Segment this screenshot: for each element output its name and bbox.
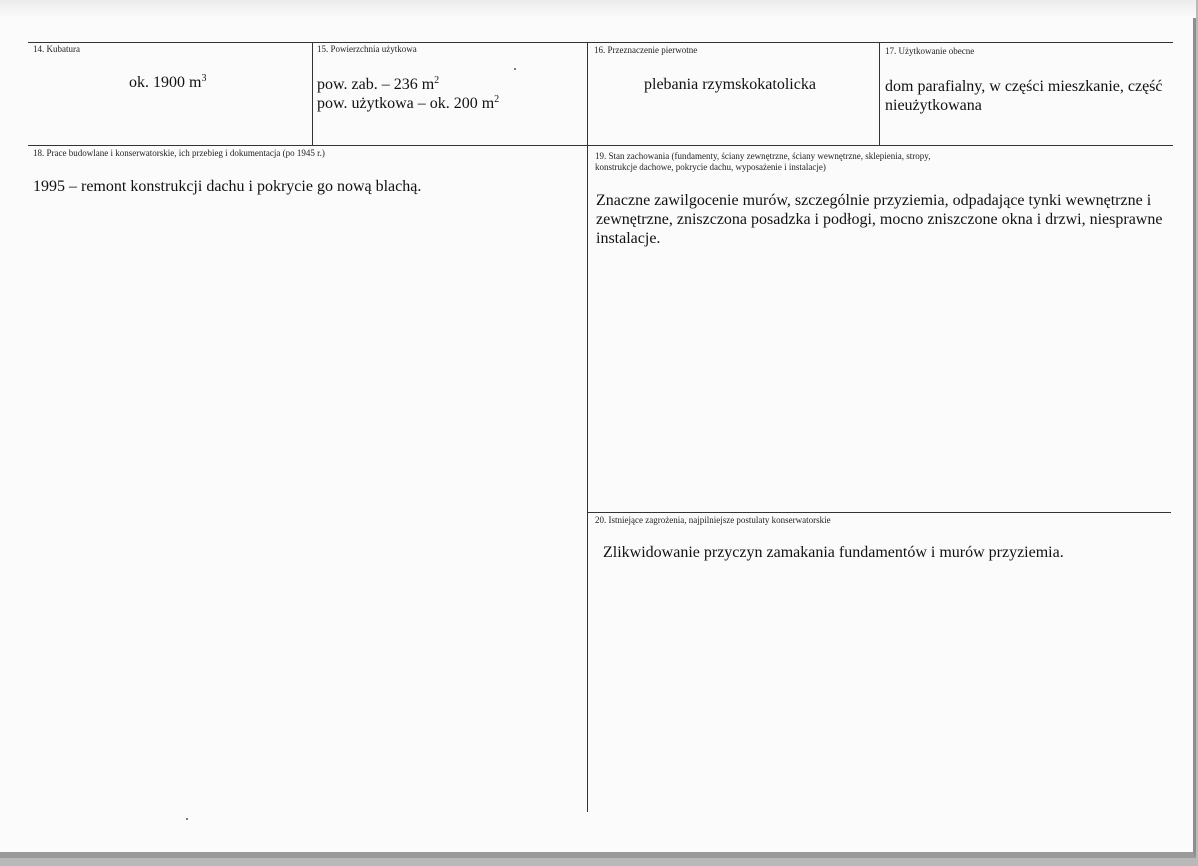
field-19-value: Znaczne zawilgocenie murów, szczególnie przyziemia, odpadające tynki wewnętrzne i zewnętrzne, zniszczona posadzka i podłogi, mocno zniszczone okna i drzwi, niesprawne instalacje. <box>596 192 1163 247</box>
field-17-label: 17. Użytkowanie obecne <box>885 46 975 56</box>
field-16-value: plebania rzymskokatolicka <box>644 76 816 93</box>
scan-speck <box>514 68 516 70</box>
field-14-label: 14. Kubatura <box>33 44 80 54</box>
section20-rule <box>587 512 1171 513</box>
col-divider-2 <box>587 42 588 812</box>
field-19-label-line-2: konstrukcje dachowe, pokrycie dachu, wyposażenie i instalacje) <box>595 162 826 172</box>
col-divider-1 <box>312 42 313 145</box>
field-16-label: 16. Przeznaczenie pierwotne <box>594 45 698 55</box>
col-divider-3 <box>879 42 880 145</box>
field-18-label: 18. Prace budowlane i konserwatorskie, ich przebieg i dokumentacja (po 1945 r.) <box>33 148 325 158</box>
field-19-label <box>595 151 930 173</box>
field-20-value: Zlikwidowanie przyczyn zamakania fundamentów i murów przyziemia. <box>603 544 1064 561</box>
scan-shadow <box>0 0 1196 18</box>
field-17-value: dom parafialny, w części mieszkanie, część nieużytkowana <box>885 78 1163 114</box>
scan-speck <box>186 818 188 820</box>
row1-bottom-rule <box>28 145 1173 146</box>
field-15-line-2: pow. użytkowa – ok. 200 $m^2$ <box>317 94 500 112</box>
field-18-value: 1995 – remont konstrukcji dachu i pokrycie go nową blachą. <box>33 178 422 195</box>
field-15-label: 15. Powierzchnia użytkowa <box>317 44 417 54</box>
top-rule <box>28 42 1173 43</box>
field-20-label: 20. Istniejące zagrożenia, najpilniejsze postulaty konserwatorskie <box>595 515 831 525</box>
field-15-value <box>317 75 499 113</box>
field-14-value: ok. 1900 $m^3$ <box>129 73 207 91</box>
field-15-line-1: pow. zab. – 236 $m^2$ <box>317 75 440 93</box>
field-19-label-line-1: 19. Stan zachowania (fundamenty, ściany zewnętrzne, ściany wewnętrzne, sklepienia, stropy, <box>595 151 931 161</box>
